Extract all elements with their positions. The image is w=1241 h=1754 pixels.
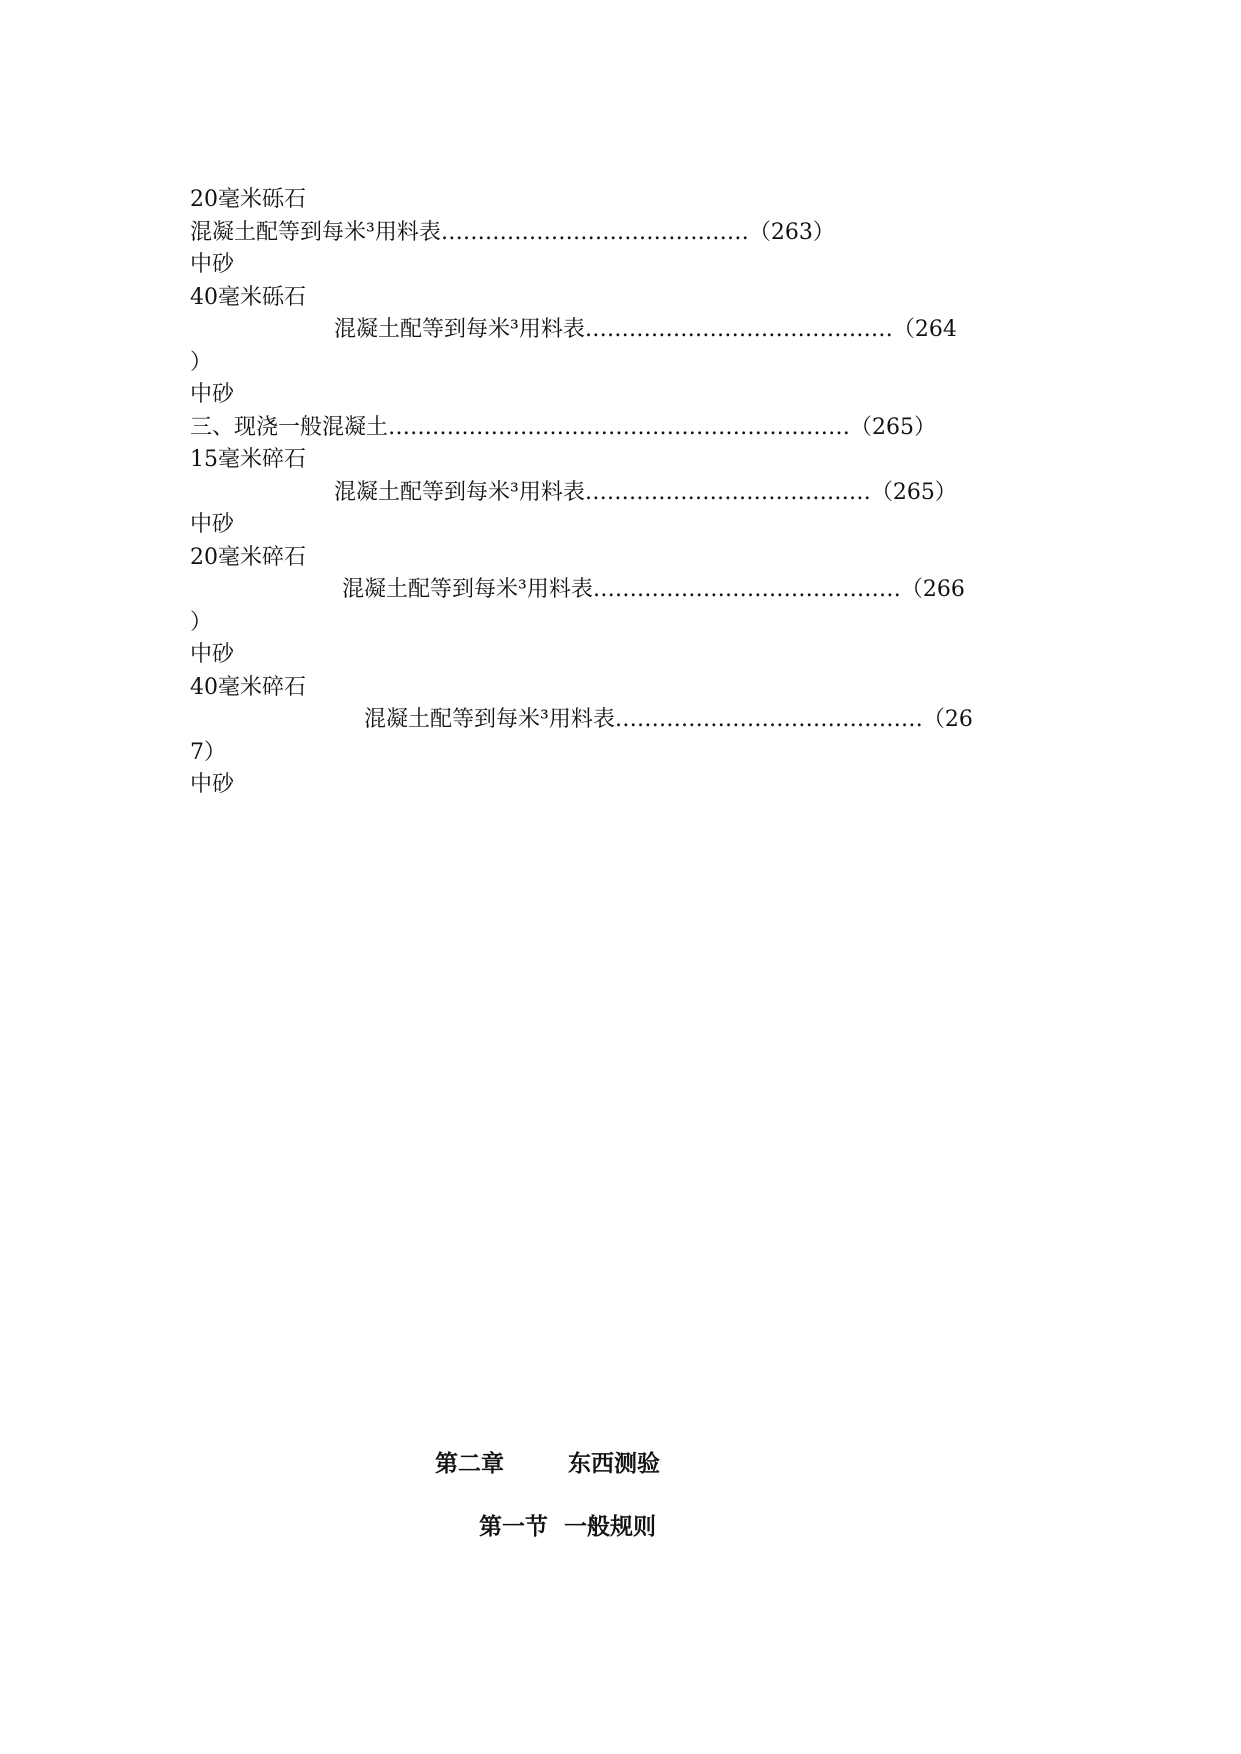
toc-line: 7） [190, 740, 226, 765]
toc-line: 15毫米碎石 [190, 447, 306, 472]
toc-entry: 混凝土配等到每米³用料表……………………………………（26 [364, 707, 973, 732]
toc-entry: 混凝土配等到每米³用料表…………………………………（265） [334, 480, 957, 505]
toc-entry: 混凝土配等到每米³用料表……………………………………（266 [342, 577, 965, 602]
toc-line: 中砂 [190, 642, 235, 667]
toc-line: 20毫米砾石 [190, 187, 306, 212]
toc-entry: 混凝土配等到每米³用料表……………………………………（263） [190, 220, 835, 245]
toc-line: 中砂 [190, 512, 235, 537]
toc-line: 中砂 [190, 252, 235, 277]
toc-entry: 混凝土配等到每米³用料表……………………………………（264 [334, 317, 957, 342]
toc-line: ） [190, 350, 213, 375]
section-title: 第一节 一般规则 [479, 1513, 657, 1540]
toc-line: 40毫米砾石 [190, 285, 306, 310]
toc-line: 40毫米碎石 [190, 675, 306, 700]
toc-line: ） [190, 610, 213, 635]
toc-line: 20毫米碎石 [190, 545, 306, 570]
toc-entry: 三、现浇一般混凝土………………………………………………………（265） [190, 415, 936, 440]
toc-line: 中砂 [190, 382, 235, 407]
chapter-title: 第二章 东西测验 [435, 1450, 661, 1477]
toc-line: 中砂 [190, 772, 235, 797]
